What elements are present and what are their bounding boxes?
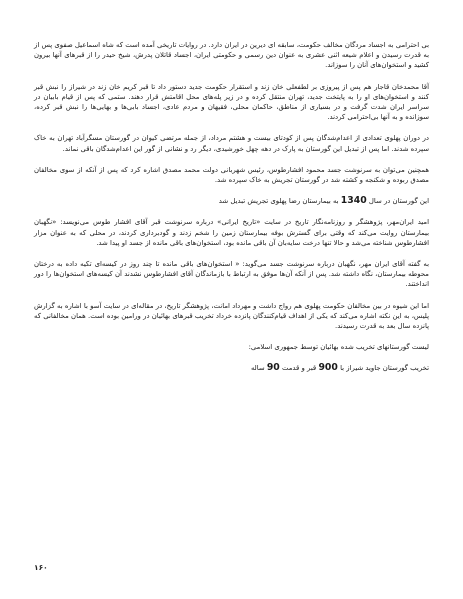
shiraz-line-suffix: ساله xyxy=(250,364,265,373)
paragraph-guard-quote: به گفته آقای ایران مهر، نگهبان درباره سرنوشت جسد می‌گوید: « استخوان‌های باقی مانده تا چند روز در کیسه‌ای تکیه داده به درختان محوطه بیمارستان، نگاه داشته شد. پس از آنکه آن‌ها موفق به ارتباط با بازماندگان آقای افشارطوس نشدند آن کیسه‌های استخوان‌ها را دور انداختند. xyxy=(34,260,429,289)
cemetery-conversion-line xyxy=(34,196,429,206)
cemetery-line-suffix: به بیمارستان رضا پهلوی تجریش تبدیل شد xyxy=(218,197,339,206)
paragraph-iranmehr-quote: امید ایران‌مهر، پژوهشگر و روزنامه‌نگار تاریخ در سایت «تاریخ ایرانی» درباره سرنوشت قبر آقای افشار طوس می‌نویسد: «نگهبان بیمارستان روایت می‌کند که وقتی برای گسترش بوفه بیمارستان زمین را شخم زدند و گودبرداری کردند، در محلی که به عنوان مزار افشارطوس شناخته می‌شد و حالا تنها درخت سایه‌بان آن باقی مانده بود، استخوان‌های باقی مانده از جسد او پیدا شد. xyxy=(34,218,429,247)
paragraph-qajar-history: آقا محمدخان قاجار هم پس از پیروزی بر لطفعلی خان زند و استقرار حکومت جدید دستور داد تا قبر کریم خان زند در شیراز را نبش قبر کنند و استخوان‌های او را به پایتخت جدید، تهران منتقل کرده و در زیر پله‌های محل اقامتش قرار دهند. ستمی که پس از قیام بابیان در سراسر ایران شدت گرفت و در بسیاری از مناطق، حاکمان محلی، فقیهان و مردم عادی، اجساد بابی‌ها و بهایی‌ها را نبش قبر کرده، سوزانده و به آنها بی‌احترامی کردند. xyxy=(34,82,429,122)
cemetery-line-year: 1340 xyxy=(340,195,367,207)
cemetery-line-prefix: این گورستان در سال xyxy=(368,197,429,206)
page-number: ۱۶۰ xyxy=(34,563,48,572)
shiraz-line-years: 90 xyxy=(266,362,280,374)
paragraph-safavid-history: بی احترامی به اجساد مردگان مخالف حکومت، سابقه ای دیرین در ایران دارد. در روایات تاریخی آمده است که شاه اسماعیل صفوی پس از به قدرت رسیدن و اعلام شیعه اثنی عشری به عنوان دین رسمی و حکومتی ایران، اجساد قاتلان پدرش، شیخ حیدر را از قبرهای آنها بیرون کشید و استخوان‌های آنان را سوزاند. xyxy=(34,41,429,70)
shiraz-line-middle: قبر و قدمت xyxy=(281,364,317,373)
paragraph-afshartous: همچنین می‌توان به سرنوشت جسد محمود افشارطوس، رئیس شهربانی دولت محمد مصدق اشاره کرد که پس از آنکه از سوی مخالفان مصدق ربوده و شکنجه و کشته شد در گورستان تجریش به خاک سپرده شد. xyxy=(34,165,429,185)
shiraz-line-graves: 900 xyxy=(318,362,338,374)
page-body xyxy=(34,40,429,385)
shiraz-cemetery-line xyxy=(34,363,429,373)
shiraz-line-prefix: تخریب گورستان جاوید شیراز با xyxy=(340,364,429,373)
paragraph-pahlavi-executed: در دوران پهلوی تعدادی از اعدام‌شدگان پس از کودتای بیست و هشتم مرداد، از جمله مرتضی کیوان در گورستان مسگرآباد تهران به خاک سپرده شدند. اما پس از تبدیل این گورستان به پارک در دهه چهل خورشیدی، دیگر رد و نشانی از گور این اعدام‌شدگان باقی نماند. xyxy=(34,134,429,153)
paragraph-opposition: اما این شیوه در بین مخالفان حکومت پهلوی هم رواج داشت و مهرداد امانت، پژوهشگر تاریخ، در مقاله‌ای در سایت آسو با اشاره به گزارش پلیس، به این نکته اشاره می‌کند که یکی از اهداف قیام‌کنندگان پانزده خرداد تخریب قبرهای بهائیان در ورامین بوده است. همان مخالفانی که پانزده سال بعد به قدرت رسیدند. xyxy=(34,301,429,331)
destroyed-cemeteries-heading: لیست گورستانهای تخریب شده بهائیان توسط جمهوری اسلامی: xyxy=(248,343,429,352)
